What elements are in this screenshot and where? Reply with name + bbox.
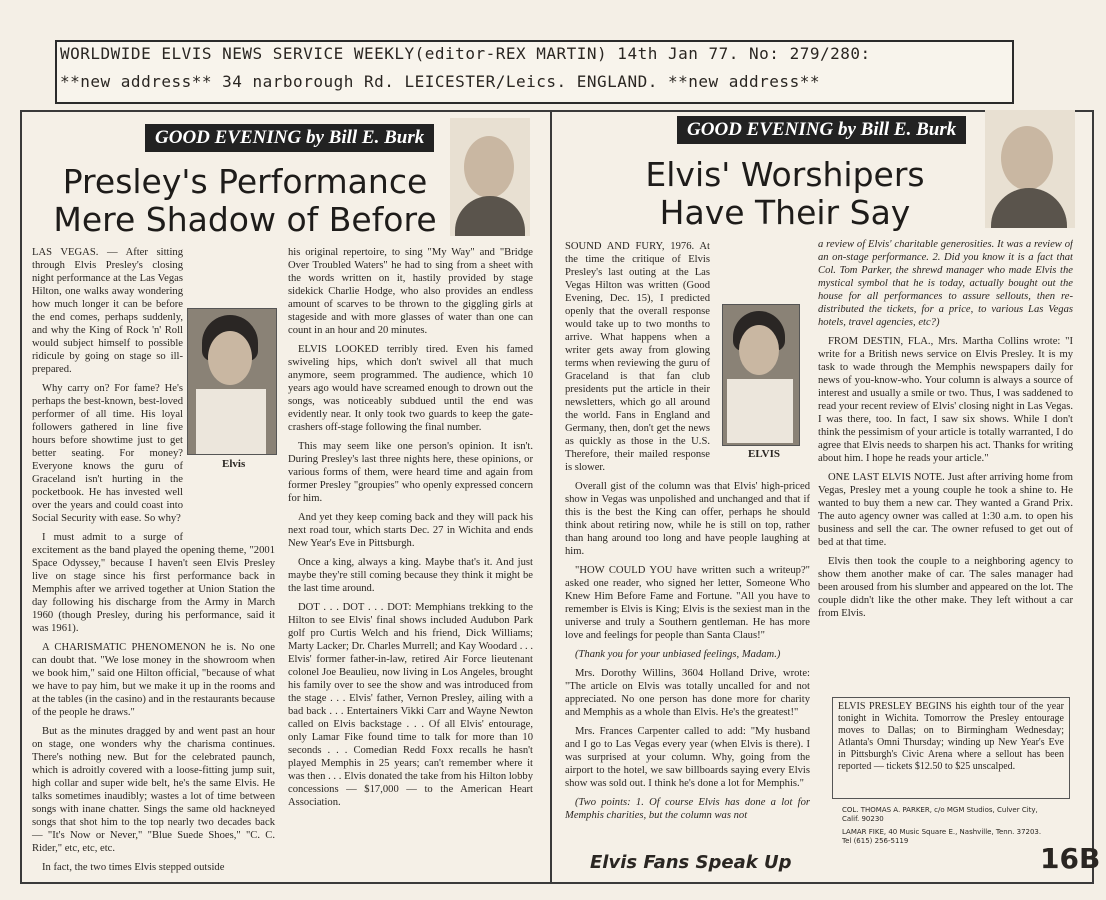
author-face-right	[1001, 126, 1053, 190]
author-photo-left	[450, 118, 530, 236]
author-face	[464, 136, 514, 198]
address-parker: COL. THOMAS A. PARKER, c/o MGM Studios, Culver City, Calif. 90230	[842, 806, 1038, 823]
left-col2-p2: ELVIS LOOKED terribly tired. Even his famed swiveling hips, which don't swivel all that much anymore, seem programmed. The audience, which 10 years ago would have screamed enough to drown out the songs, was noticeably subdued until the end was evidently near. It only took two guards to keep the gate-crashers off-stage following the final number.	[288, 344, 533, 433]
left-col2-p6: DOT . . . DOT . . . DOT: Memphians trekking to the Hilton to see Elvis' final shows included Audubon Park golf pro Curtis Welch and his friend, Dick Williams; Marty Lacker; Dr. Charles Murrell; and Kay Woodard . . . Elvis' former father-in-law, retired Air Force lieutenant colonel Joe Beaulieu, now living in Los Angeles, brought his family over to see the show and was introduced from the stage . . . Elvis' father, Vernon Presley, ailing with a bad back . . . Entertainers Vikki Carr and Wayne Newton called on Elvis backstage . . . Of all Elvis' entourage, only Lamar Fike found time to talk for more than 10 seconds . . . Comedian Redd Foxx recalls he hasn't played Memphis in 25 years; can't remember where it was then . . . Elvis donated the take from his Hilton lobby concessions — $17,000 — to the American Heart Association.	[288, 602, 533, 808]
right-banner: GOOD EVENING by Bill E. Burk	[677, 116, 966, 144]
left-col1-p4: A CHARISMATIC PHENOMENON he is. No one can doubt that. "We lose money in the showroom when we book him," said one Hilton official, "because of what we have to pay him, but we make it up in the rooms and at the tables (in the casino) and in the restaurants because of the people he draws."	[32, 642, 275, 718]
page-number: 16B	[1040, 842, 1101, 875]
left-col1-p3: I must admit to a surge of excitement as the band played the opening theme, "2001 Space Odyssey," because I haven't seen Elvis Presley live on stage since his first performance back in Memphis after we arrived together at Union Station the day following his discharge from the Army in March 1960 (though Presley, during his performance, said it was 1961).	[32, 532, 275, 634]
header-line-2: **new address** 34 narborough Rd. LEICESTER/Leics. ENGLAND. **new address**	[60, 72, 820, 91]
right-col2-p4: Elvis then took the couple to a neighboring agency to show them another make of car. The sales manager had been aroused from his slumber and appeared on the lot. The couple didn't like the other make. They left without a car from Elvis.	[818, 556, 1073, 619]
right-headline	[585, 156, 985, 232]
right-col2-p2: FROM DESTIN, FLA., Mrs. Martha Collins wrote: "I write for a British news service on Elvis Presley. It is my task to wade through the Memphis newspapers daily for news of you-know-who. Your column is always a source of interest and usually a smile or two. Thus, I was saddened to read your recent review of Elvis' closing night in Las Vegas. I was there, too. In fact, I saw six shows. While I don't think the pessimism of your article is totally warranted, I do agree that Elvis needs to sharpen his act. Thanks for writing about him. I hope he reads your article."	[818, 336, 1073, 464]
elvis-photo-left	[187, 308, 277, 455]
right-col1-p5: Mrs. Dorothy Willins, 3604 Holland Drive, wrote: "The article on Elvis was totally uncalled for and not appreciated. No one person has done more for charity and Memphis as a whole than Elvis. He's the greatest!"	[565, 668, 810, 718]
left-column-2	[288, 246, 533, 815]
address-fike: LAMAR FIKE, 40 Music Square E., Nashville, Tenn. 37203. Tel (615) 256-5119	[842, 828, 1042, 845]
left-col2-p4: And yet they keep coming back and they will pack his next road tour, which starts Dec. 27 in Wichita and ends New Year's Eve in Pittsburgh.	[288, 512, 533, 549]
left-col1-p6: In fact, the two times Elvis stepped outside	[42, 862, 225, 873]
right-col1-p3: "HOW COULD YOU have written such a writeup?" asked one reader, who signed her letter, Someone Who Knew Him Before Fame and Fortune. "All you have to remember is Elvis is King; Elvis is the sexiest man in the universe and truly a Southern gentleman. He has more love and feelings for people than Santa Claus!"	[565, 565, 810, 641]
right-col1-p6: Mrs. Frances Carpenter called to add: "My husband and I go to Las Vegas every year (when Elvis is there). I was surprised at your column. Why, going from the airport to the hotel, we saw billboards saying every Elvis show was sold out. I think he's done a lot for Memphis."	[565, 726, 810, 789]
tour-info-text: ELVIS PRESLEY BEGINS his eighth tour of the year tonight in Wichita. Tomorrow the Presley entourage moves to Dallas; on to Birmingham Wednesday; Atlanta's Omni Thursday; winding up New Year's Eve in Pittsburgh's Civic Arena where a sellout has been reported — tickets $12.50 to $25 unscalped.	[838, 701, 1064, 772]
left-col2-p3: This may seem like one person's opinion. It isn't. During Presley's last three nights here, these opinions, or various forms of them, were heard time and again from former Presley "groupies" who openly expressed concern for him.	[288, 441, 533, 504]
left-column-1	[32, 246, 275, 880]
right-headline-line-2: Have Their Say	[659, 193, 911, 232]
left-banner: GOOD EVENING by Bill E. Burk	[145, 124, 434, 152]
elvis-suit	[196, 389, 266, 454]
left-col1-p5: But as the minutes dragged by and went past an hour on stage, one wonders why the charisma continues. There's nothing new. But for the celebrated paunch, which is adroitly covered with a loose-fitting jump suit, high collar and super wide belt, he's the same Elvis. He talks sometimes inaudibly; wastes a lot of time between songs with inane chatter. Sings the same old hackneyed songs that shot him to the top nearly two decades back — "It's Now or Never," "Blue Suede Shoes," "C. C. Rider," etc, etc, etc.	[32, 726, 275, 854]
right-col1-p1: SOUND AND FURY, 1976. At the time the critique of Elvis Presley's last outing at the Las Vegas Hilton was written (Good Evening, Dec. 15), I predicted openly that the overall response would take up to two months to arrive. What happens when a writer gets away from glowing terms when reviewing the guru of Graceland is that fan club presidents put the article in their newsletters, which go all around the world. Fans in England and Germany, then, don't get the news as quickly as those in the U.S. Therefore, their mailed response is slower.	[565, 241, 710, 473]
left-headline-line-1: Presley's Performance	[62, 162, 428, 201]
right-col1-p2: Overall gist of the column was that Elvis' high-priced show in Vegas was unpolished and unchanged and that if this is the best the King can offer, perhaps he should think about retiring now, while he is still on top, rather than hang around too long and have people laughing at him.	[565, 481, 810, 557]
elvis-face	[208, 331, 252, 385]
elvis-caption-left: Elvis	[222, 458, 246, 470]
left-col2-p5: Once a king, always a king. Maybe that's it. And just maybe they're still coming because they think it might be the last time around.	[288, 557, 533, 594]
tour-info-box	[832, 697, 1070, 799]
elvis-caption-right: ELVIS	[748, 448, 781, 460]
author-shoulders	[455, 196, 525, 236]
right-headline-line-1: Elvis' Worshipers	[645, 155, 925, 194]
elvis-face-right	[739, 325, 779, 375]
right-col2-p3: ONE LAST ELVIS NOTE. Just after arriving home from Vegas, Presley met a young couple he took a shine to. He wanted to buy them a new car. They wanted a Grand Prix. The auto agency owner was called at 1:30 a.m. to open his business and sell the car. The owner refused to get out of bed at that time.	[818, 472, 1073, 548]
left-headline	[40, 163, 450, 239]
left-col1-p2: Why carry on? For fame? He's perhaps the best-known, best-loved performer of all time. His loyal followers gathered in line five hours before showtime just to get better seating. For money? Everyone knows the guru of Graceland isn't hurting in the pocketbook. He has invested well over the years and could coast into Social Security with ease. So why?	[32, 383, 183, 524]
header-line-1: WORLDWIDE ELVIS NEWS SERVICE WEEKLY(editor-REX MARTIN) 14th Jan 77. No: 279/280:	[60, 44, 871, 63]
left-col1-p1: LAS VEGAS. — After sitting through Elvis Presley's closing night performance at the Las Vegas Hilton, one walks away wondering how much longer it can be before the end comes, perhaps suddenly, and why the King of Rock 'n' Roll would subject himself to possible ridicule by going on stage so ill-prepared.	[32, 247, 183, 375]
right-column-2	[818, 238, 1073, 693]
right-col1-p4: (Thank you for your unbiased feelings, Madam.)	[575, 649, 781, 660]
author-shoulders-right	[991, 188, 1067, 228]
elvis-suit-right	[727, 379, 793, 443]
author-photo-right	[985, 110, 1075, 228]
elvis-photo-right	[722, 304, 800, 446]
left-headline-line-2: Mere Shadow of Before	[53, 200, 437, 239]
right-col2-p1: a review of Elvis' charitable generosities. It was a review of an on-stage performance. 2. Did you know it is a fact that Col. Tom Parker, the shrewd manager who made Elvis the mystical symbol that he is today, actually bought out the house for all performances to assure sellouts, then re-distributed the tickets, for a price, to various Las Vegas hotels, travel agencies, etc?)	[818, 239, 1073, 328]
footer-title: Elvis Fans Speak Up	[590, 852, 792, 873]
left-col2-p1: his original repertoire, to sing "My Way" and "Bridge Over Troubled Waters" he had to sing from a sheet with the words written on it, hastily provided by stage sidekick Charlie Hodge, who also provides an endless amount of scarves to be thrown to the giggling girls at stageside and with more glasses of water than one can count in an hour and 20 minutes.	[288, 247, 533, 336]
right-col1-p7: (Two points: 1. Of course Elvis has done a lot for Memphis charities, but the column was not	[565, 797, 810, 821]
